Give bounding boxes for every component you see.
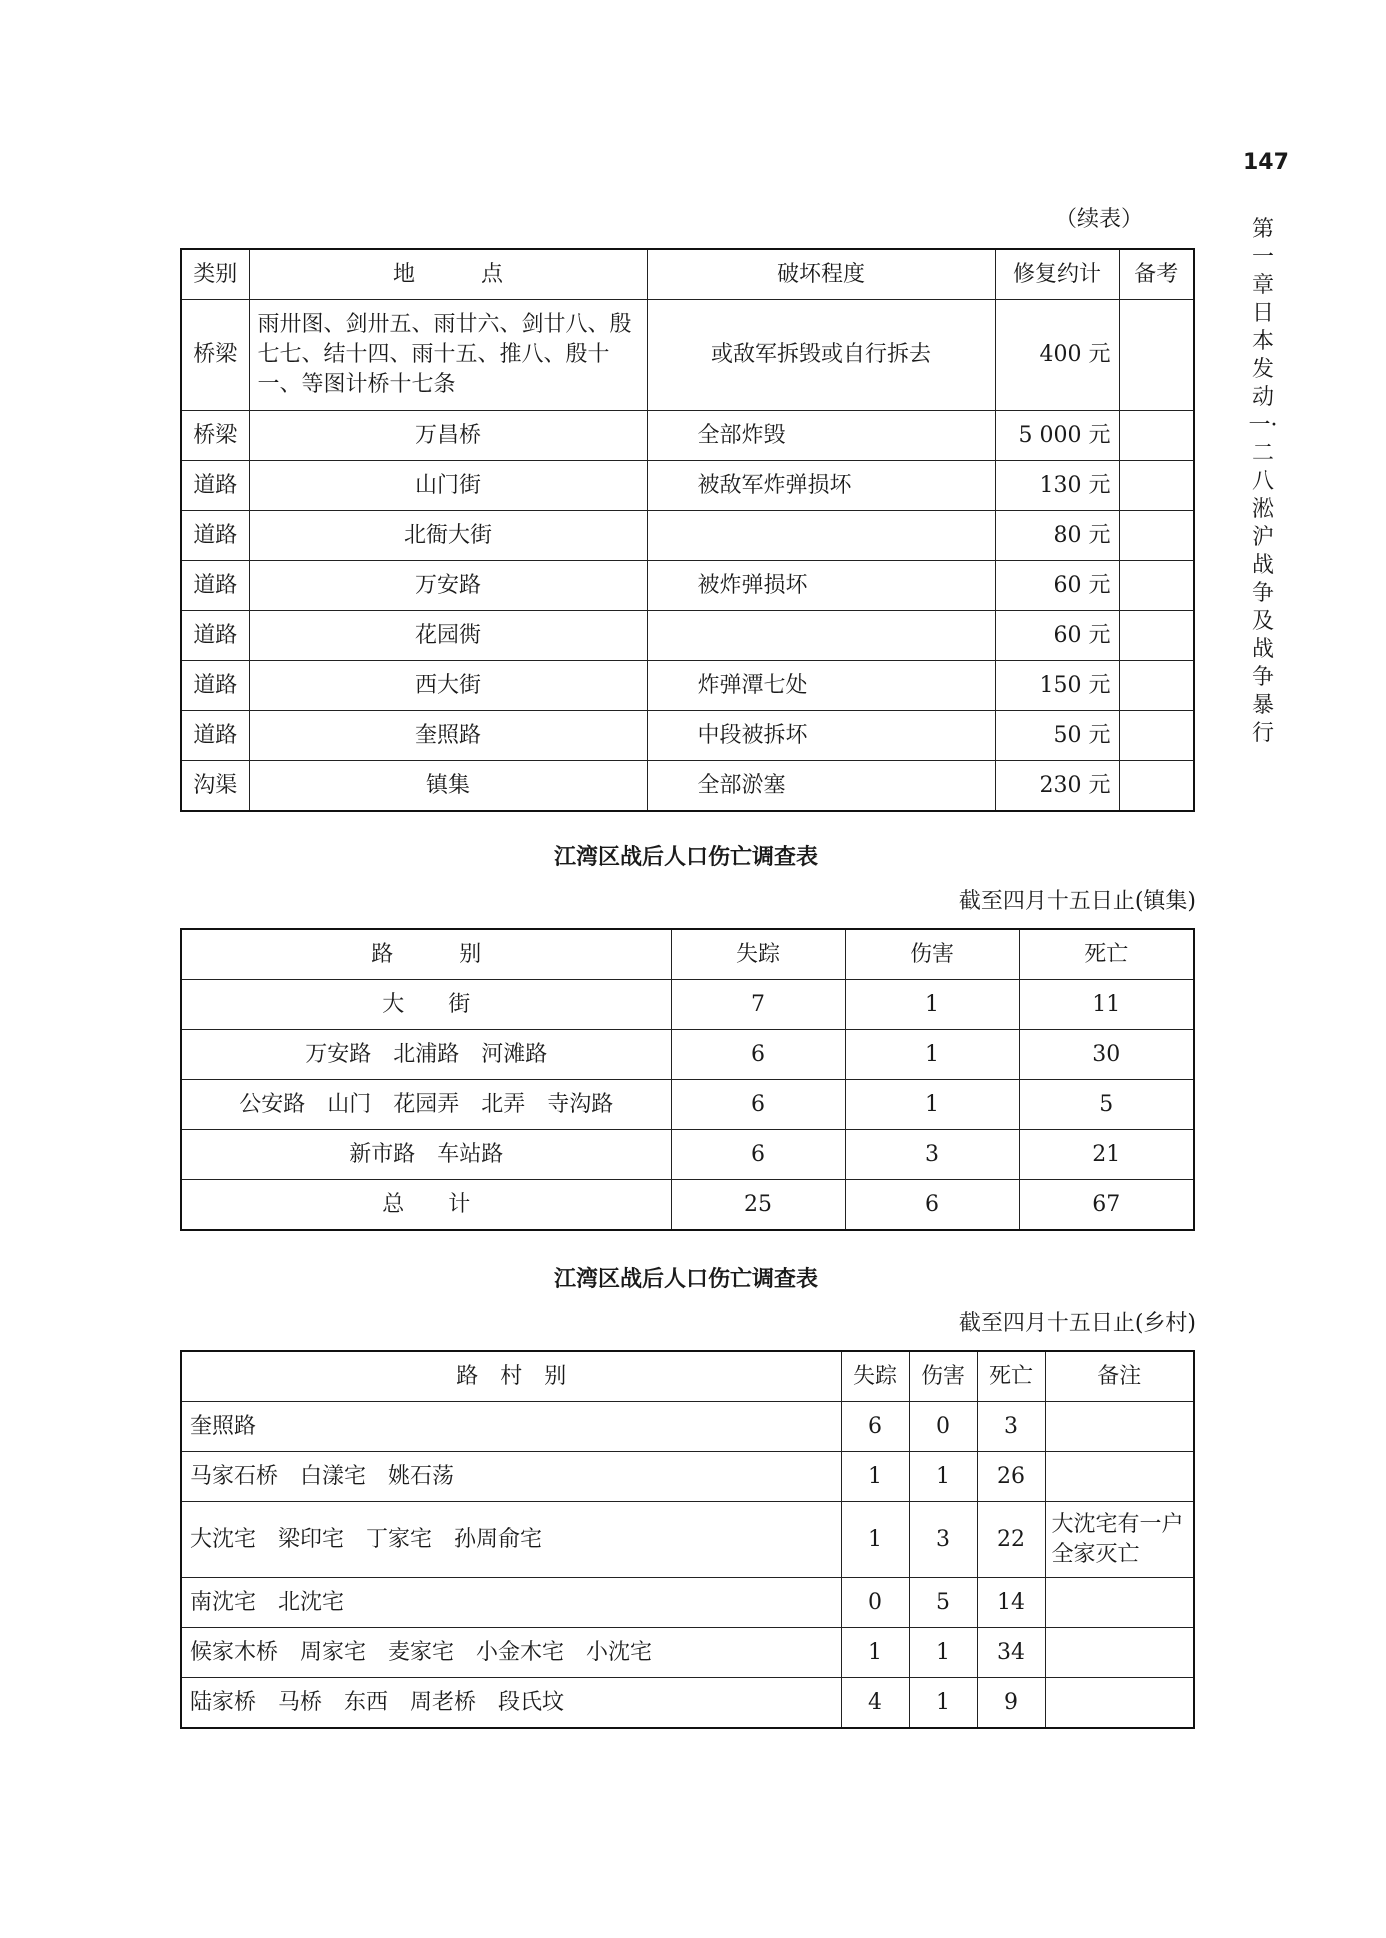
table-row [181,461,1194,511]
cell-damage: 中段被拆坏 [647,711,995,761]
cell-type: 道路 [181,661,249,711]
cell-type: 道路 [181,461,249,511]
cell-note [1119,511,1194,561]
cell-cost: 130 元 [995,461,1119,511]
cell-place: 镇集 [249,761,647,812]
cell-damage: 被敌军炸弹损坏 [647,461,995,511]
cell-remark [1045,1452,1194,1502]
cell-missing: 1 [841,1452,909,1502]
cell-injured: 1 [909,1628,977,1678]
header-note: 备考 [1119,249,1194,300]
table-row [181,611,1194,661]
cell-note [1119,300,1194,411]
cell-injured: 1 [845,1080,1019,1130]
cell-injured: 0 [909,1402,977,1452]
cell-dead: 5 [1019,1080,1194,1130]
cell-cost: 50 元 [995,711,1119,761]
cell-dead: 34 [977,1628,1045,1678]
town-casualty-table [180,928,1195,1231]
cell-missing: 1 [841,1502,909,1578]
cell-cost: 150 元 [995,661,1119,711]
header-injured: 伤害 [845,929,1019,980]
cell-type: 道路 [181,611,249,661]
header-type: 类别 [181,249,249,300]
cell-village: 奎照路 [181,1402,841,1452]
cell-dead: 11 [1019,980,1194,1030]
cell-injured: 3 [909,1502,977,1578]
cell-note [1119,561,1194,611]
table3-title: 江湾区战后人口伤亡调查表 [553,1267,818,1292]
cell-note [1119,611,1194,661]
cell-dead: 22 [977,1502,1045,1578]
cell-injured: 1 [909,1678,977,1729]
header-remark: 备注 [1045,1351,1194,1402]
cell-damage: 全部淤塞 [647,761,995,812]
table-header-row [181,249,1194,300]
header-dead: 死亡 [977,1351,1045,1402]
cell-injured: 1 [909,1452,977,1502]
header-dead: 死亡 [1019,929,1194,980]
table3-note: 截至四月十五日止(乡村) [958,1311,1196,1336]
table-header-row [181,929,1194,980]
cell-dead: 67 [1019,1180,1194,1231]
cell-place: 山门街 [249,461,647,511]
damage-repair-table [180,248,1195,812]
header-place: 地 点 [249,249,647,300]
cell-type: 道路 [181,511,249,561]
cell-damage: 全部炸毁 [647,411,995,461]
cell-type: 沟渠 [181,761,249,812]
table-header-row [181,1351,1194,1402]
table-row [181,1402,1194,1452]
cell-road: 大 街 [181,980,671,1030]
cell-damage [647,511,995,561]
cell-road: 公安路 山门 花园弄 北弄 寺沟路 [181,1080,671,1130]
cell-road: 总 计 [181,1180,671,1231]
cell-remark: 大沈宅有一户全家灭亡 [1045,1502,1194,1578]
cell-missing: 6 [671,1030,845,1080]
cell-cost: 80 元 [995,511,1119,561]
cell-road: 万安路 北浦路 河滩路 [181,1030,671,1080]
cell-remark [1045,1578,1194,1628]
cell-remark [1045,1628,1194,1678]
cell-remark [1045,1678,1194,1729]
header-missing: 失踪 [671,929,845,980]
cell-type: 道路 [181,561,249,611]
cell-village: 大沈宅 梁印宅 丁家宅 孙周俞宅 [181,1502,841,1578]
cell-village: 马家石桥 白漾宅 姚石荡 [181,1452,841,1502]
table-row [181,711,1194,761]
header-village: 路 村 别 [181,1351,841,1402]
table-row [181,980,1194,1030]
cell-note [1119,711,1194,761]
page-number: 147 [1243,150,1289,175]
table-row [181,1678,1194,1729]
table-total-row [181,1180,1194,1231]
cell-injured: 5 [909,1578,977,1628]
table-row [181,1578,1194,1628]
header-road: 路 别 [181,929,671,980]
cell-missing: 25 [671,1180,845,1231]
cell-dead: 26 [977,1452,1045,1502]
cell-place: 雨卅图、剑卅五、雨廿六、剑廿八、殷七七、结十四、雨十五、推八、殷十一、等图计桥十七条 [249,300,647,411]
table-row [181,561,1194,611]
cell-missing: 4 [841,1678,909,1729]
cell-place: 北衙大街 [249,511,647,561]
cell-damage [647,611,995,661]
table2-note: 截至四月十五日止(镇集) [958,889,1196,914]
cell-dead: 3 [977,1402,1045,1452]
cell-type: 桥梁 [181,411,249,461]
header-cost: 修复约计 [995,249,1119,300]
cell-place: 花园衖 [249,611,647,661]
cell-cost: 400 元 [995,300,1119,411]
cell-cost: 60 元 [995,561,1119,611]
cell-note [1119,761,1194,812]
cell-village: 南沈宅 北沈宅 [181,1578,841,1628]
cell-damage: 炸弹潭七处 [647,661,995,711]
header-missing: 失踪 [841,1351,909,1402]
table-row [181,300,1194,411]
cell-missing: 0 [841,1578,909,1628]
table-row [181,661,1194,711]
table-row [181,1628,1194,1678]
cell-place: 万昌桥 [249,411,647,461]
table2-title: 江湾区战后人口伤亡调查表 [553,845,818,870]
cell-dead: 9 [977,1678,1045,1729]
cell-injured: 1 [845,980,1019,1030]
cell-type: 桥梁 [181,300,249,411]
header-damage: 破坏程度 [647,249,995,300]
cell-damage: 被炸弹损坏 [647,561,995,611]
table1-continued-label: （续表） [1055,207,1144,232]
cell-note [1119,411,1194,461]
cell-place: 万安路 [249,561,647,611]
table-row [181,411,1194,461]
cell-missing: 1 [841,1628,909,1678]
table-row [181,511,1194,561]
cell-type: 道路 [181,711,249,761]
table-row [181,1452,1194,1502]
cell-village: 候家木桥 周家宅 麦家宅 小金木宅 小沈宅 [181,1628,841,1678]
cell-damage: 或敌军拆毁或自行拆去 [647,300,995,411]
cell-missing: 6 [671,1130,845,1180]
cell-dead: 14 [977,1578,1045,1628]
cell-cost: 5 000 元 [995,411,1119,461]
cell-cost: 230 元 [995,761,1119,812]
cell-place: 西大街 [249,661,647,711]
cell-dead: 21 [1019,1130,1194,1180]
cell-village: 陆家桥 马桥 东西 周老桥 段氏坟 [181,1678,841,1729]
running-head: 第一章 日本发动一·二八淞沪战争及战争暴行 [1248,217,1297,746]
cell-injured: 3 [845,1130,1019,1180]
village-casualty-table [180,1350,1195,1729]
header-injured: 伤害 [909,1351,977,1402]
table-row [181,1130,1194,1180]
table-row [181,1030,1194,1080]
table-row [181,1502,1194,1578]
table-row [181,1080,1194,1130]
cell-remark [1045,1402,1194,1452]
cell-injured: 1 [845,1030,1019,1080]
table-row [181,761,1194,812]
cell-dead: 30 [1019,1030,1194,1080]
cell-note [1119,661,1194,711]
cell-missing: 7 [671,980,845,1030]
cell-cost: 60 元 [995,611,1119,661]
cell-note [1119,461,1194,511]
cell-missing: 6 [671,1080,845,1130]
cell-injured: 6 [845,1180,1019,1231]
cell-place: 奎照路 [249,711,647,761]
cell-road: 新市路 车站路 [181,1130,671,1180]
cell-missing: 6 [841,1402,909,1452]
